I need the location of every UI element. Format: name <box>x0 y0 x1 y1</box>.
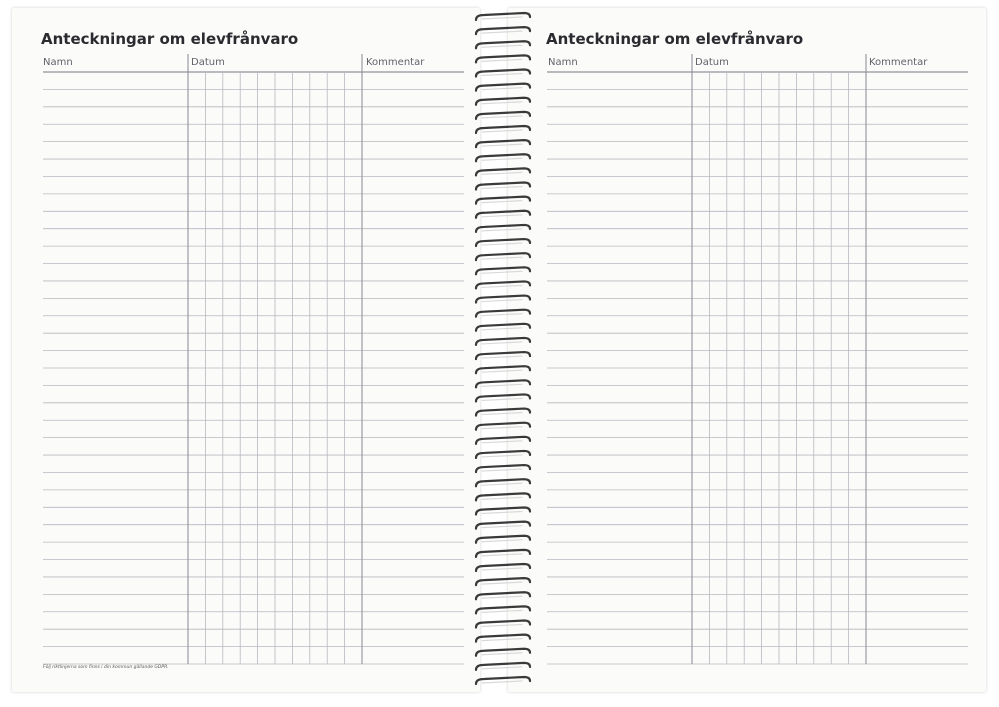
spiral-loop <box>476 310 530 317</box>
right-page-title: Anteckningar om elevfrånvaro <box>546 30 804 48</box>
right-header-datum: Datum <box>695 57 729 68</box>
spiral-loop <box>476 112 530 119</box>
spiral-loop <box>476 168 530 175</box>
spiral-loop <box>476 536 530 543</box>
left-page <box>12 8 480 692</box>
left-page-title: Anteckningar om elevfrånvaro <box>41 30 299 48</box>
spiral-loop <box>476 522 530 529</box>
spiral-loop <box>476 606 530 613</box>
spiral-loop <box>476 437 530 444</box>
spiral-loop <box>476 239 530 246</box>
spiral-loop <box>476 677 530 684</box>
spiral-loop <box>476 140 530 147</box>
spiral-loop <box>476 296 530 303</box>
spiral-loop <box>476 225 530 232</box>
spiral-loop <box>476 635 530 642</box>
spiral-loop <box>476 564 530 571</box>
spiral-loop <box>476 465 530 472</box>
left-header-datum: Datum <box>191 57 225 68</box>
spiral-loop <box>476 70 530 77</box>
spiral-loop <box>476 55 530 62</box>
right-header-kommentar: Kommentar <box>869 57 928 68</box>
left-footnote: Följ riktlinjerna som finns i din kommun gällande GDPR. <box>43 665 169 670</box>
spiral-loop <box>476 13 530 20</box>
spiral-loop <box>476 592 530 599</box>
spiral-loop <box>476 451 530 458</box>
spiral-loop <box>476 493 530 500</box>
spiral-loop <box>476 479 530 486</box>
spiral-loop <box>476 380 530 387</box>
spiral-loop <box>476 154 530 161</box>
spiral-loop <box>476 507 530 514</box>
spiral-loop <box>476 211 530 218</box>
spiral-loop <box>476 324 530 331</box>
spiral-loop <box>476 267 530 274</box>
right-absence-grid <box>508 8 986 692</box>
spiral-loop <box>476 409 530 416</box>
spiral-loop <box>476 338 530 345</box>
spiral-loop <box>476 394 530 401</box>
spiral-loop <box>476 663 530 670</box>
spiral-loop <box>476 197 530 204</box>
right-header-namn: Namn <box>548 57 578 68</box>
spiral-loop <box>476 27 530 34</box>
spiral-loop <box>476 253 530 260</box>
spiral-loop <box>476 578 530 585</box>
spiral-loop <box>476 649 530 656</box>
spiral-binding <box>470 6 534 690</box>
spiral-loop <box>476 366 530 373</box>
left-absence-grid <box>12 8 480 692</box>
spiral-loop <box>476 550 530 557</box>
spiral-loop <box>476 183 530 190</box>
spiral-loop <box>476 41 530 48</box>
spiral-loop <box>476 423 530 430</box>
spiral-loop <box>476 620 530 627</box>
left-header-namn: Namn <box>43 57 73 68</box>
spiral-loop <box>476 84 530 91</box>
spiral-loop <box>476 98 530 105</box>
left-header-kommentar: Kommentar <box>366 57 425 68</box>
spiral-loop <box>476 352 530 359</box>
spiral-loop <box>476 281 530 288</box>
spiral-loop <box>476 126 530 133</box>
right-page <box>508 8 986 692</box>
